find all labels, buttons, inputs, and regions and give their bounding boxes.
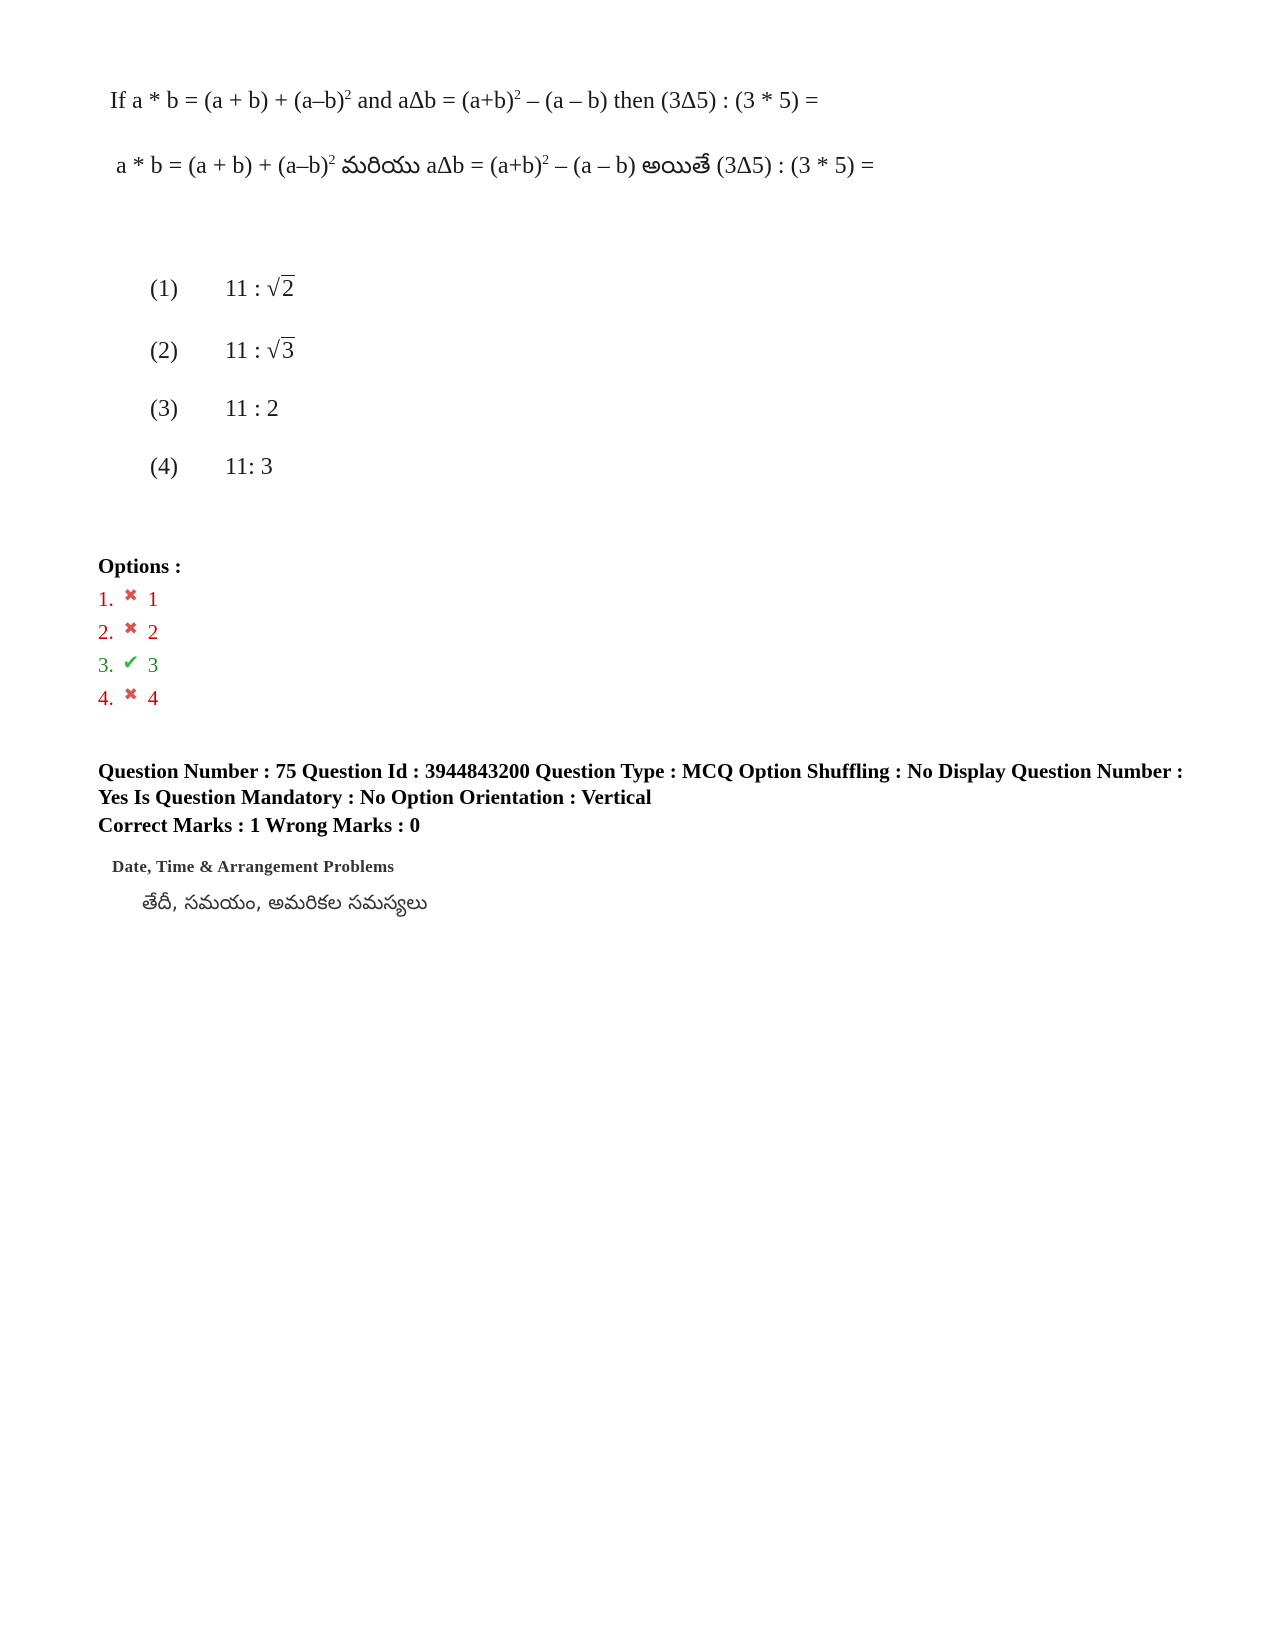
cross-icon: ✖ bbox=[123, 586, 138, 605]
option-2: 2. ✖ 2 bbox=[98, 619, 159, 644]
choice-3 bbox=[150, 396, 279, 423]
question-metadata: Question Number : 75 Question Id : 3944843200 Question Type : MCQ Option Shuffling : No Display Question Number : Yes Is Question Mandatory : No Option Orientation : Vertical bbox=[98, 759, 1184, 809]
cross-icon: ✖ bbox=[123, 619, 138, 638]
topic-english: Date, Time & Arrangement Problems bbox=[112, 857, 395, 876]
option-3: 3. ✔ 3 bbox=[98, 652, 159, 677]
choice-text: 11 : bbox=[225, 276, 267, 302]
radicand: 2 bbox=[281, 276, 294, 302]
choice-number: (4) bbox=[150, 454, 178, 480]
choice-number: (3) bbox=[150, 396, 178, 422]
check-icon: ✔ bbox=[122, 652, 140, 674]
option-1: 1. ✖ 1 bbox=[98, 586, 159, 611]
choice-text: 11: 3 bbox=[225, 454, 273, 480]
topic-telugu: తేదీ, సమయం, అమరికల సమస్యలు bbox=[142, 890, 428, 914]
question-english: If $a * b = (a + b) + (a-b)^2$ and $a\Delta b = (a+b)^2 - (a - b)$ then (3Δ5) : (3 * 5) = bbox=[110, 88, 819, 114]
choice-2 bbox=[150, 338, 295, 365]
square-root-icon: √3 bbox=[266, 338, 294, 364]
marks-info: Correct Marks : 1 Wrong Marks : 0 bbox=[98, 813, 421, 837]
option-4: 4. ✖ 4 bbox=[98, 685, 159, 710]
choice-text: 11 : 2 bbox=[225, 396, 279, 422]
choice-1 bbox=[150, 276, 295, 303]
question-telugu: $a * b = (a + b) + (a-b)^2$ మరియు $a\Delta b = (a+b)^2 - (a - b)$ అయితే (3Δ5) : (3 * 5) = bbox=[116, 153, 875, 179]
radicand: 3 bbox=[281, 338, 294, 364]
cross-icon: ✖ bbox=[123, 685, 138, 704]
choice-text: 11 : bbox=[225, 338, 267, 364]
square-root-icon: √2 bbox=[266, 276, 294, 302]
choice-number: (1) bbox=[150, 276, 178, 302]
choice-number: (2) bbox=[150, 338, 178, 364]
options-heading: Options : bbox=[98, 554, 182, 578]
choice-4 bbox=[150, 454, 273, 481]
